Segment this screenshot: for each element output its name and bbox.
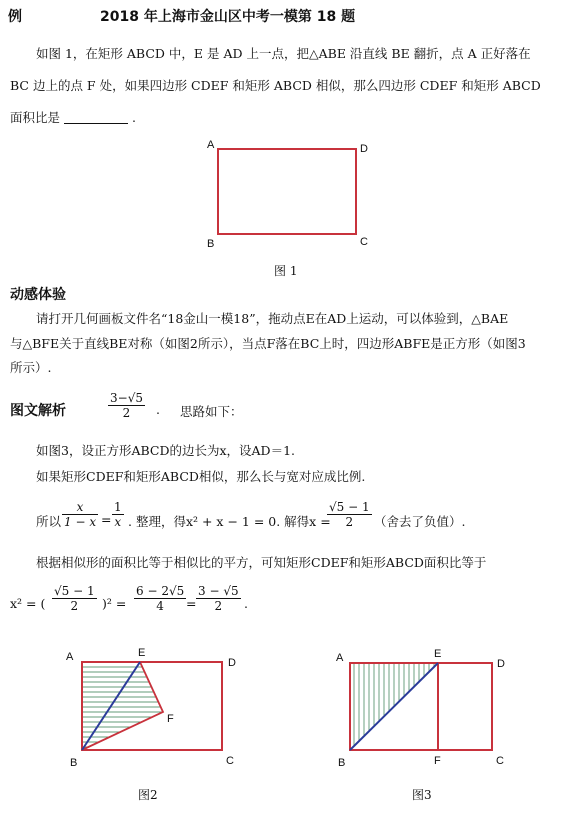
fig2-label-e: E (138, 647, 146, 659)
problem-line-1: 如图 1，在矩形 ABCD 中，E 是 AD 上一点，把△ABE 沿直线 BE 翻折，点 A 正好落在 (36, 46, 531, 61)
fig3-label-a: A (336, 652, 344, 664)
answer-suffix: . (156, 402, 160, 417)
final-prefix: x² = ( (10, 596, 46, 611)
final-fraction-3-den: 2 (214, 599, 223, 613)
fig3-hatching (354, 650, 434, 760)
eq-fraction-1-den: 1 − x (64, 515, 97, 529)
fig3-label-d: D (497, 658, 505, 670)
fig1-label-b: B (207, 238, 215, 250)
problem-line-2: BC 边上的点 F 处，如果四边形 CDEF 和矩形 ABCD 相似，那么四边形 CDEF 和矩形 ABCD (10, 78, 541, 93)
fig1-label-d: D (360, 143, 368, 155)
analysis-line-2: 如果矩形CDEF和矩形ABCD相似，那么长与宽对应成比例. (36, 469, 366, 484)
eq-prefix: 所以 (36, 514, 62, 529)
fig1-caption: 图 1 (274, 264, 298, 278)
answer-denominator: 2 (122, 406, 131, 420)
dynamic-line-1: 请打开几何画板文件名“18金山一模18”，拖动点E在AD上运动，可以体验到，△BAE (36, 311, 509, 326)
fig3-label-b: B (338, 757, 346, 769)
dynamic-line-2: 与△BFE关于直线BE对称（如图2所示），当点F落在BC上时，四边形ABFE是正方形（如图3 (10, 336, 526, 351)
problem-line-3-suffix: . (132, 110, 136, 125)
fig3-label-e: E (434, 648, 442, 660)
problem-line-3-prefix: 面积比是 (10, 110, 61, 125)
idea-text: 思路如下： (180, 404, 243, 419)
eq-fraction-3-den: 2 (345, 515, 354, 529)
fig2-hatching (60, 667, 180, 747)
fig2-label-f: F (167, 713, 174, 725)
final-fraction-2-num: 6 − 2√5 (136, 584, 185, 598)
dynamic-line-3: 所示）. (10, 360, 52, 375)
eq-equals: = (101, 512, 112, 527)
fig2-caption: 图2 (138, 788, 158, 802)
fig3-label-f: F (434, 755, 441, 767)
final-mid-2: = (186, 596, 197, 611)
fig1-label-c: C (360, 236, 368, 248)
fig2-label-b: B (70, 757, 78, 769)
example-label: 例 (8, 9, 22, 25)
eq-middle: . 整理，得x² + x − 1 = 0. 解得x = (128, 514, 331, 529)
fig2-label-a: A (66, 651, 74, 663)
dynamic-heading: 动感体验 (10, 287, 66, 303)
eq-fraction-1-num: x (62, 500, 98, 515)
fig1-label-a: A (207, 139, 215, 151)
final-fraction-1-num: √5 − 1 (54, 584, 95, 598)
fig3-caption: 图3 (412, 788, 432, 802)
final-end: . (244, 596, 248, 611)
problem-title: 2018 年上海市金山区中考一模第 18 题 (100, 9, 356, 25)
analysis-line-1: 如图3，设正方形ABCD的边长为x，设AD＝1. (36, 443, 296, 458)
fig3-rectangle (350, 663, 492, 750)
final-fraction-2-den: 4 (156, 599, 164, 613)
analysis-heading: 图文解析 (10, 403, 66, 419)
eq-fraction-3-num: √5 − 1 (329, 500, 370, 514)
final-mid-1: )² = (102, 596, 127, 611)
eq-fraction-2-num: 1 (114, 500, 122, 514)
fig2-label-c: C (226, 755, 234, 767)
final-fraction-1-den: 2 (70, 599, 79, 613)
eq-note: （舍去了负值）. (374, 514, 466, 529)
eq-fraction-2-den: x (114, 515, 122, 529)
fig3-label-c: C (496, 755, 504, 767)
fig2-label-d: D (228, 657, 236, 669)
final-fraction-3-num: 3 − √5 (198, 584, 239, 598)
answer-numerator: 3−√5 (110, 391, 143, 405)
analysis-line-3: 根据相似形的面积比等于相似比的平方，可知矩形CDEF和矩形ABCD面积比等于 (36, 555, 487, 570)
